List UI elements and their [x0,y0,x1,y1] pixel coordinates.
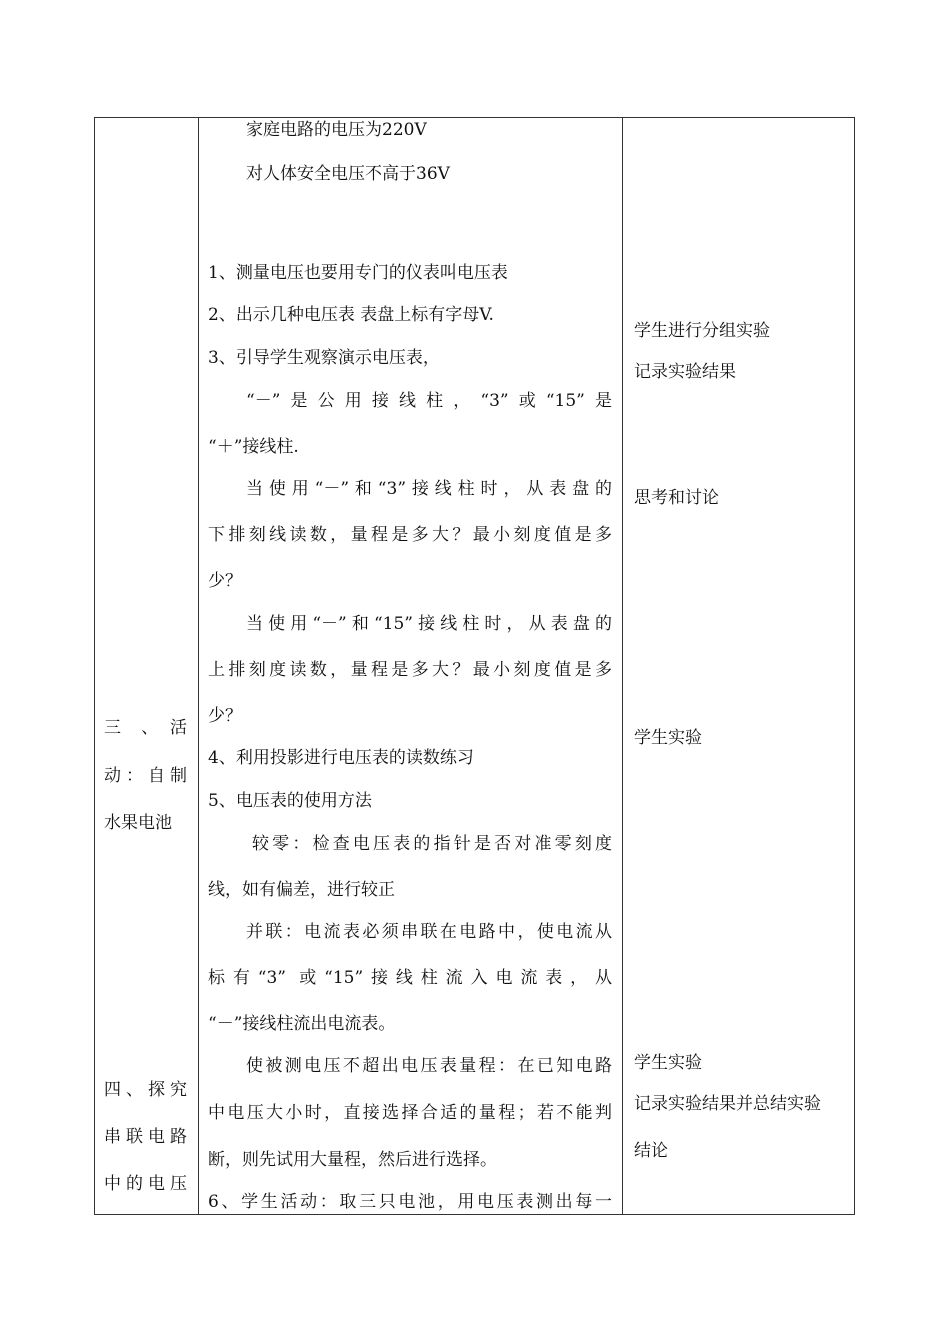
content-line: 4、利用投影进行电压表的读数练习 [208,748,474,768]
section-3-title-line-3: 水果电池 [104,813,172,833]
content-line: “－”是公用接线柱，“3”或“15”是 [246,391,612,411]
student-line: 记录实验结果并总结实验 [634,1094,821,1114]
content-line: 当使用“－”和“15”接线柱时，从表盘的 [246,614,612,634]
content-line: 中电压大小时，直接选择合适的量程；若不能判 [208,1103,612,1123]
section-3-title-line-1: 三 、 活 [104,718,187,738]
content-line: “－”接线柱流出电流表。 [208,1014,396,1034]
section-4-title-line-3: 中的电压 [104,1174,187,1194]
content-line: 使被测电压不超出电压表量程：在已知电路 [246,1056,612,1076]
content-line: 下排刻线读数，量程是多大？最小刻度值是多 [208,525,612,545]
content-line: 6、学生活动：取三只电池，用电压表测出每一 [208,1192,612,1212]
section-4-title-line-2: 串联电路 [104,1127,187,1147]
section-4-title-line-1: 四、探究 [104,1080,187,1100]
content-line: 较零：检查电压表的指针是否对准零刻度 [252,834,612,854]
content-line: “＋”接线柱. [208,437,299,457]
content-line: 3、引导学生观察演示电压表， [208,348,440,368]
student-line: 学生进行分组实验 [634,321,770,341]
content-line: 断，则先试用大量程，然后进行选择。 [208,1150,497,1170]
student-line: 学生实验 [634,1053,702,1073]
student-line: 学生实验 [634,728,702,748]
content-line: 当使用“－”和“3”接线柱时，从表盘的 [246,479,612,499]
content-line: 家庭电路的电压为220V [246,120,427,140]
content-line: 少？ [208,571,242,591]
content-line: 上排刻度读数，量程是多大？最小刻度值是多 [208,660,612,680]
content-line: 并联：电流表必须串联在电路中，使电流从 [246,922,612,942]
content-line: 1、测量电压也要用专门的仪表叫电压表 [208,263,508,283]
content-line: 5、电压表的使用方法 [208,791,372,811]
student-line: 思考和讨论 [634,488,719,508]
student-line: 记录实验结果 [634,362,736,382]
column-divider-2 [622,118,623,1214]
section-3-title-line-2: 动：自制 [104,766,187,786]
content-line: 线，如有偏差，进行较正 [208,880,395,900]
column-divider-1 [198,118,199,1214]
content-line: 标有“3” 或“15”接线柱流入电流表，从 [208,968,612,988]
content-line: 对人体安全电压不高于36V [246,164,450,184]
content-line: 2、出示几种电压表 表盘上标有字母V. [208,305,494,325]
student-line: 结论 [634,1141,668,1161]
content-line: 少？ [208,706,242,726]
